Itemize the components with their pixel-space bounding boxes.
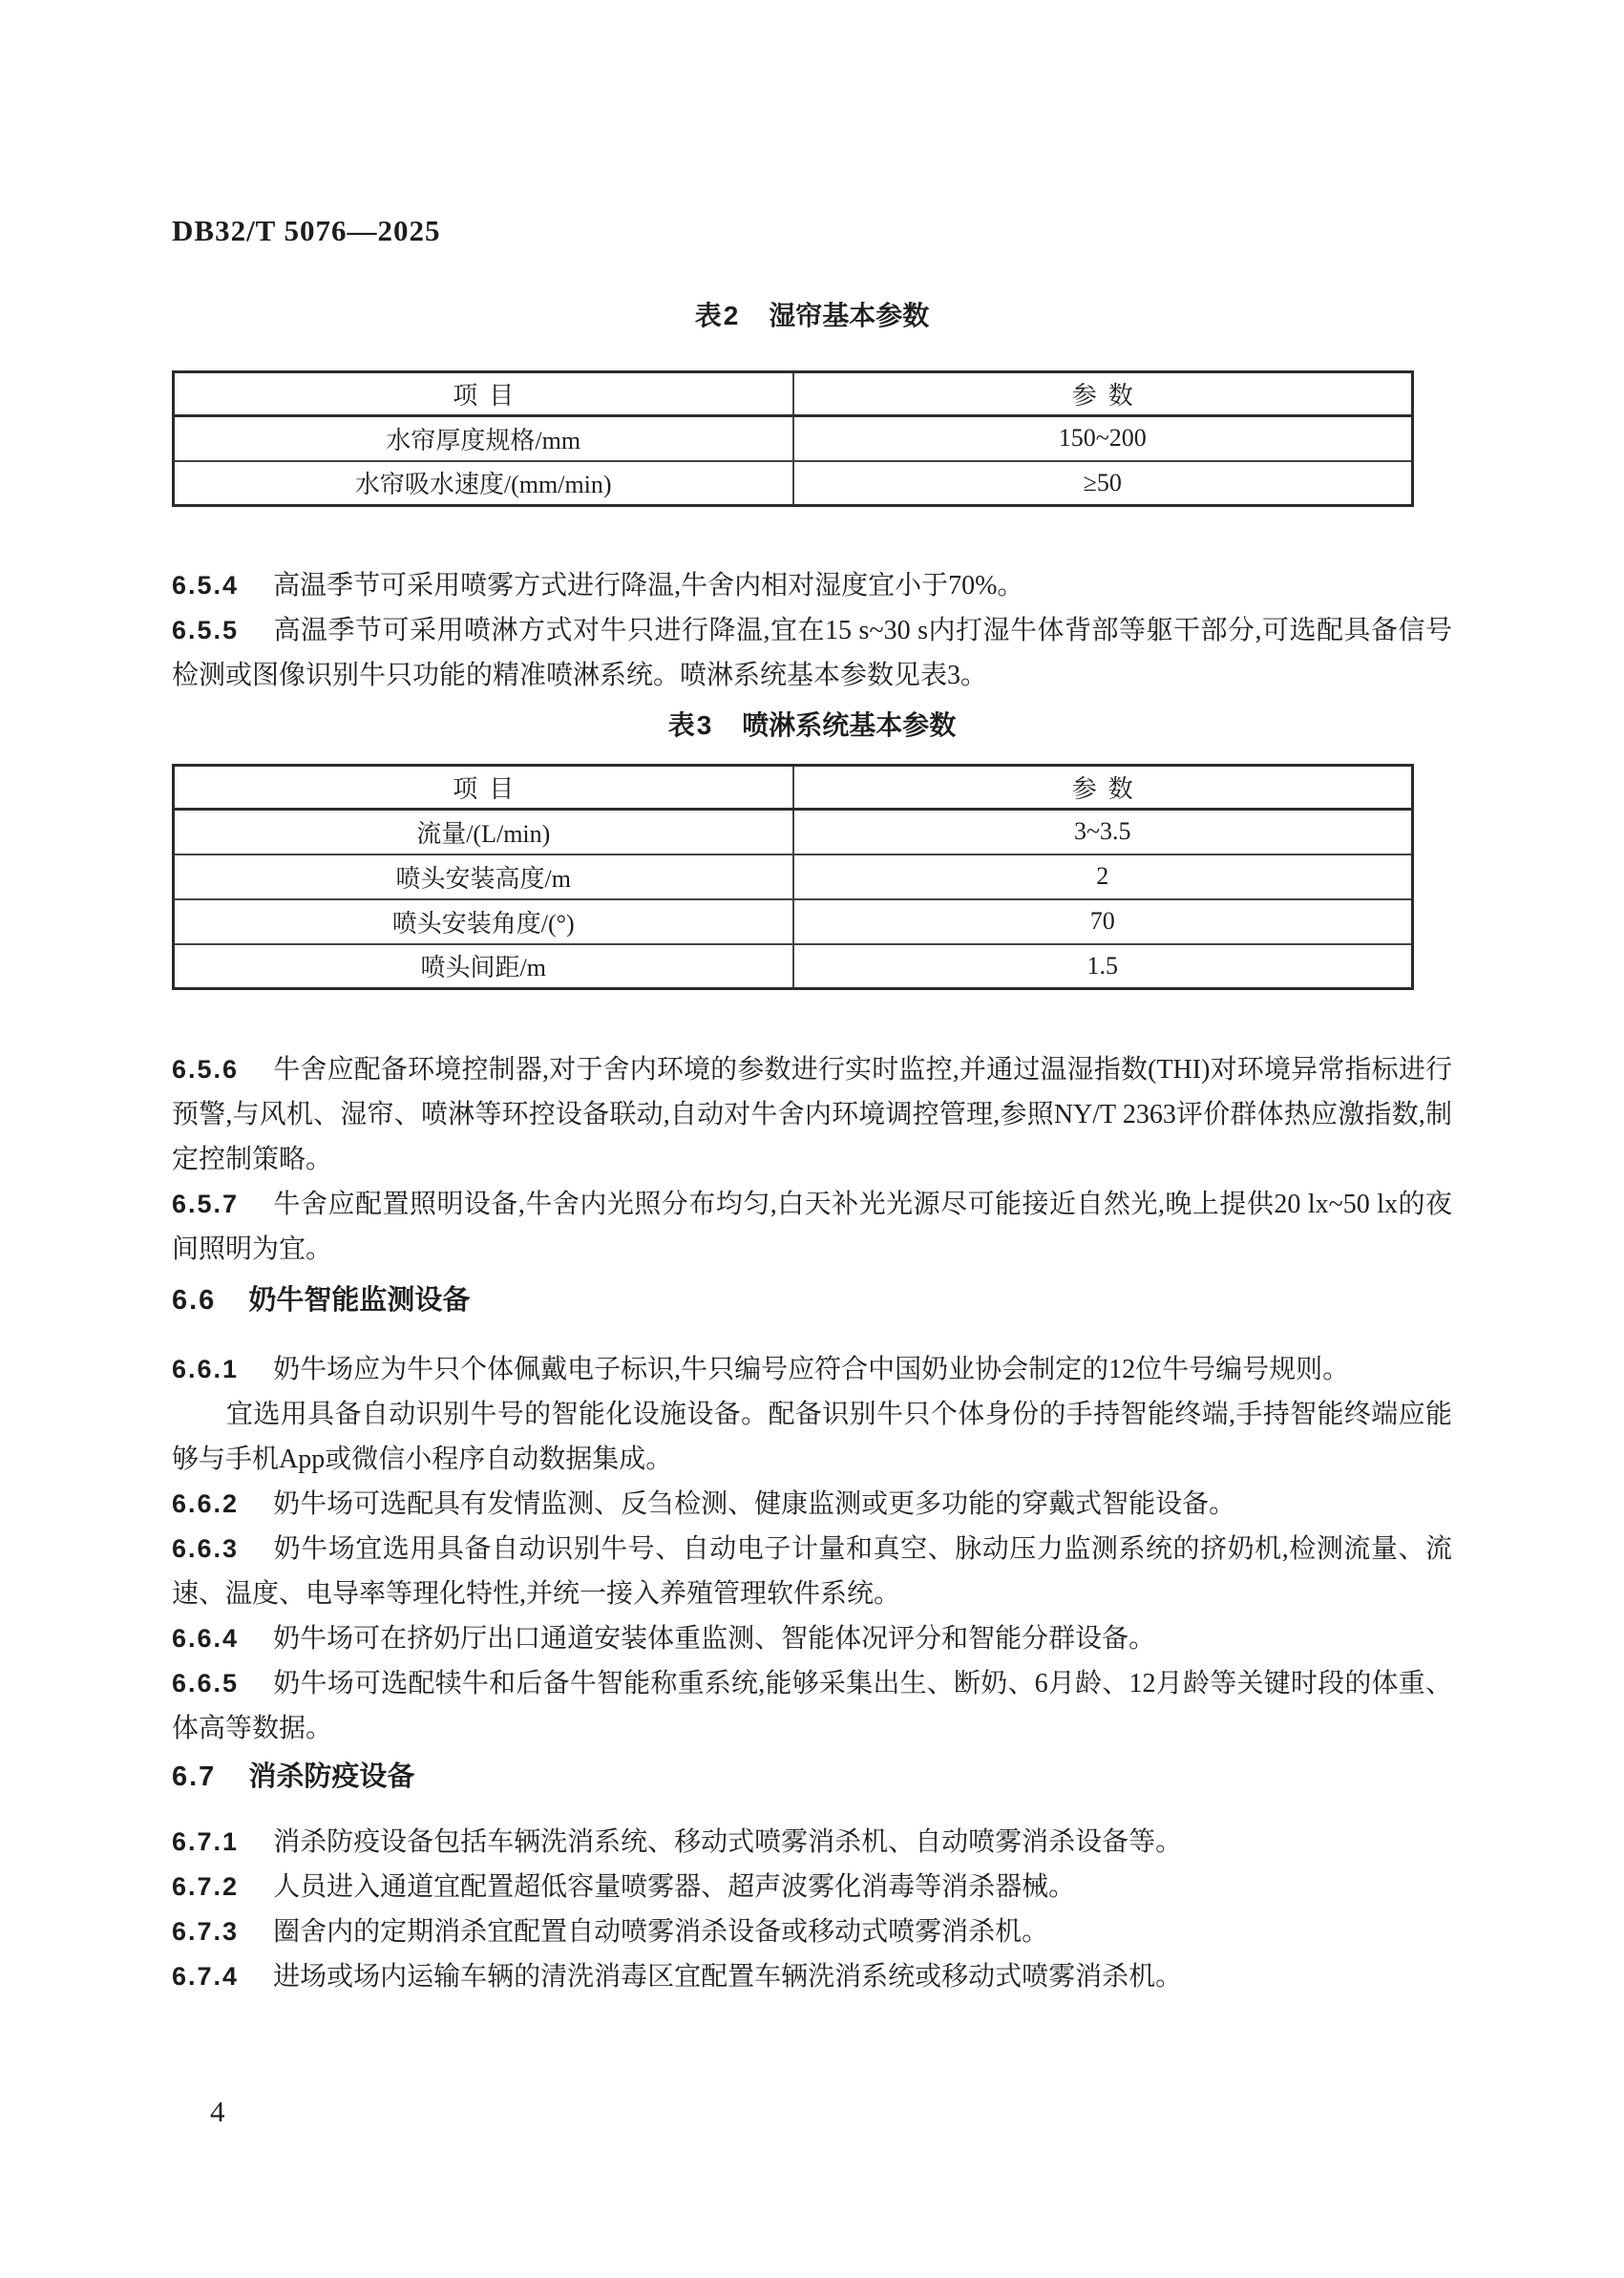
clause-number: 6.7.2	[172, 1872, 240, 1901]
table3-cell-item-1: 喷头安装高度/m	[174, 854, 793, 899]
table2-cell-param-0: 150~200	[1058, 424, 1147, 453]
clause-number: 6.6.5	[172, 1669, 240, 1698]
table2-cell-item-0: 水帘厚度规格/mm	[174, 416, 793, 461]
table3-cell-param-2: 70	[793, 899, 1413, 944]
table3-caption-label: 表3	[667, 710, 714, 740]
doc-code-header: DB32/T 5076—2025	[172, 214, 441, 247]
clause-text: 人员进入通道宜配置超低容量喷雾器、超声波雾化消毒等消杀器械。	[273, 1872, 1076, 1902]
section-title: 消杀防疫设备	[248, 1761, 415, 1792]
clause-6-6-5	[172, 1661, 1452, 1751]
clause-text: 奶牛场应为牛只个体佩戴电子标识,牛只编号应符合中国奶业协会制定的12位牛号编号规则。	[273, 1355, 1350, 1384]
page-content	[172, 214, 1452, 2129]
section-6-6-heading	[172, 1281, 1452, 1319]
table2-cell-item-1: 水帘吸水速度/(mm/min)	[174, 461, 793, 506]
table3-cell-param-0: 3~3.5	[1073, 817, 1131, 846]
clause-number: 6.6.2	[172, 1489, 240, 1518]
clause-number: 6.6.1	[172, 1355, 240, 1383]
clause-6-5-6	[172, 1047, 1452, 1182]
table3-cell-item-2: 喷头安装角度/(°)	[174, 899, 793, 944]
clause-number: 6.5.5	[172, 616, 240, 644]
clause-text: 牛舍应配备环境控制器,对于舍内环境的参数进行实时监控,并通过温湿指数(THI)对环境异常指标进行预警,与风机、湿帘、喷淋等环控设备联动,自动对牛舍内环境调控管理,参照NY/T 2363评价群体热应激指数,制定控制策略。	[172, 1055, 1452, 1174]
table-row	[174, 899, 1413, 944]
table2-caption-label: 表2	[694, 301, 741, 330]
table2-wet-curtain-parameters	[172, 370, 1414, 507]
clause-6-7-2	[172, 1865, 1452, 1909]
clause-6-5-7	[172, 1182, 1452, 1272]
table2-caption-title: 湿帘基本参数	[769, 301, 930, 330]
clause-6-6-3	[172, 1527, 1452, 1616]
clause-6-6-1	[172, 1347, 1452, 1392]
section-number: 6.7	[172, 1761, 217, 1792]
clause-text: 宜选用具备自动识别牛号的智能化设施设备。配备识别牛只个体身份的手持智能终端,手持智能终端应能够与手机App或微信小程序自动数据集成。	[172, 1400, 1452, 1474]
clause-number: 6.5.6	[172, 1055, 240, 1084]
table-row	[174, 461, 1413, 506]
clause-text: 奶牛场宜选用具备自动识别牛号、自动电子计量和真空、脉动压力监测系统的挤奶机,检测流量、流速、温度、电导率等理化特性,并统一接入养殖管理软件系统。	[172, 1534, 1452, 1609]
clause-text: 高温季节可采用喷淋方式对牛只进行降温,宜在15 s~30 s内打湿牛体背部等躯干部分,可选配具备信号检测或图像识别牛只功能的精准喷淋系统。喷淋系统基本参数见表3。	[172, 616, 1452, 690]
clause-6-7-1	[172, 1820, 1452, 1865]
table-row	[174, 416, 1413, 461]
table3-caption	[172, 707, 1452, 744]
clause-text: 高温季节可采用喷雾方式进行降温,牛舍内相对湿度宜小于70%。	[273, 571, 1024, 601]
section-number: 6.6	[172, 1285, 217, 1316]
clause-text: 消杀防疫设备包括车辆洗消系统、移动式喷雾消杀机、自动喷雾消杀设备等。	[273, 1827, 1183, 1857]
table3-cell-param-1: 2	[793, 854, 1413, 899]
clause-6-5-5	[172, 608, 1452, 698]
table-header-row	[174, 372, 1413, 416]
table-row	[174, 944, 1413, 989]
clause-text: 牛舍应配置照明设备,牛舍内光照分布均匀,白天补光光源尽可能接近自然光,晚上提供20 lx~50 lx的夜间照明为宜。	[172, 1190, 1452, 1264]
table3-cell-item-0: 流量/(L/min)	[174, 810, 793, 854]
table3-spray-system-parameters	[172, 764, 1414, 990]
table2-col-item: 项目	[174, 372, 793, 416]
table-header-row	[174, 766, 1413, 810]
table2-caption	[172, 298, 1452, 334]
table3-cell-item-3: 喷头间距/m	[174, 944, 793, 989]
table-row	[174, 810, 1413, 854]
table2-cell-param-1: ≥50	[793, 461, 1413, 506]
table3-caption-title: 喷淋系统基本参数	[742, 710, 957, 740]
clause-number: 6.7.3	[172, 1917, 240, 1946]
clause-6-6-2	[172, 1482, 1452, 1527]
clause-6-6-1-continued	[172, 1392, 1452, 1482]
section-6-7-heading	[172, 1758, 1452, 1796]
table3-col-param: 参数	[793, 766, 1413, 810]
clause-text: 奶牛场可在挤奶厅出口通道安装体重监测、智能体况评分和智能分群设备。	[273, 1624, 1156, 1654]
clause-number: 6.5.4	[172, 571, 240, 600]
table-row	[174, 854, 1413, 899]
clause-number: 6.7.1	[172, 1827, 240, 1856]
clause-text: 奶牛场可选配犊牛和后备牛智能称重系统,能够采集出生、断奶、6月龄、12月龄等关键时段的体重、体高等数据。	[172, 1669, 1452, 1743]
clause-number: 6.7.4	[172, 1962, 240, 1991]
section-title: 奶牛智能监测设备	[248, 1285, 471, 1316]
clause-6-7-4	[172, 1954, 1452, 1999]
clause-6-6-4	[172, 1616, 1452, 1661]
table3-cell-param-3: 1.5	[793, 944, 1413, 989]
clause-text: 奶牛场可选配具有发情监测、反刍检测、健康监测或更多功能的穿戴式智能设备。	[273, 1489, 1236, 1519]
clause-number: 6.6.4	[172, 1624, 240, 1653]
page-number: 4	[210, 2095, 225, 2128]
clause-number: 6.5.7	[172, 1190, 240, 1218]
clause-text: 圈舍内的定期消杀宜配置自动喷雾消杀设备或移动式喷雾消杀机。	[273, 1917, 1049, 1947]
clause-6-5-4	[172, 563, 1452, 608]
clause-6-7-3	[172, 1909, 1452, 1954]
table3-col-item: 项目	[174, 766, 793, 810]
table2-col-param: 参数	[793, 372, 1413, 416]
clause-text: 进场或场内运输车辆的清洗消毒区宜配置车辆洗消系统或移动式喷雾消杀机。	[273, 1962, 1183, 1992]
clause-number: 6.6.3	[172, 1534, 240, 1563]
